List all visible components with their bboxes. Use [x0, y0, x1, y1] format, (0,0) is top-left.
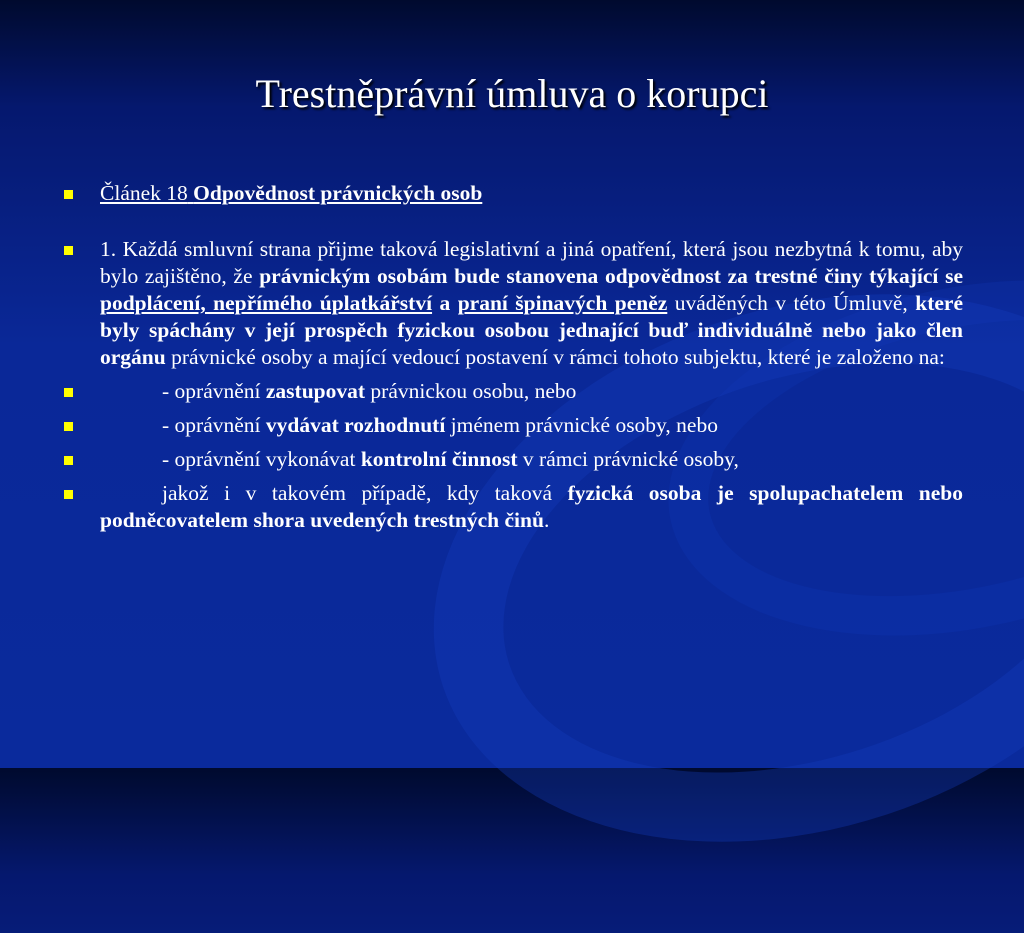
bullet-square-icon — [64, 190, 73, 199]
item-text-end: . — [543, 508, 550, 532]
bullet-square-icon — [64, 422, 73, 431]
item-text: - oprávnění vykonávat — [162, 447, 361, 471]
item-text-end: jménem právnické osoby, nebo — [445, 413, 718, 437]
list-item — [60, 480, 963, 534]
list-item — [60, 412, 963, 439]
item-text-end: právnickou osobu, nebo — [365, 379, 577, 403]
list-item — [60, 446, 963, 473]
paragraph-text-3: právnické osoby a mající vedoucí postavení v rámci tohoto subjektu, které je založeno na: — [165, 345, 945, 369]
paragraph-text-1: 1. Každá smluvní strana přijme taková legislativní a jiná opatření, která jsou nezbytná k tomu, aby bylo zajištěno, že — [100, 237, 963, 288]
item-text-end: v rámci právnické osoby, — [517, 447, 739, 471]
article-heading — [60, 180, 963, 207]
article-heading-text — [100, 181, 482, 205]
bullet-square-icon — [64, 388, 73, 397]
article-name: Odpovědnost právnických osob — [193, 181, 483, 205]
paragraph-underline-1: podplácení, nepřímého úplatkářství — [100, 291, 433, 315]
paragraph-bold-3: které byly spáchány v její prospěch fyzickou osobou jednající buď individuálně nebo jako člen orgánu — [100, 291, 964, 369]
item-bold: vydávat rozhodnutí — [265, 413, 446, 437]
item-text: - oprávnění — [162, 413, 266, 437]
main-paragraph — [60, 236, 963, 371]
item-bold: zastupovat — [265, 379, 366, 403]
bullet-square-icon — [64, 490, 73, 499]
bullet-square-icon — [64, 456, 73, 465]
paragraph-bold-1: právnickým osobám bude stanovena odpovědnost za trestné činy týkající se — [259, 264, 963, 288]
item-bold: fyzická osoba je spolupachatelem nebo podněcovatelem shora uvedených trestných činů — [100, 481, 964, 532]
item-bold: kontrolní činnost — [360, 447, 518, 471]
paragraph-bold-2: a — [432, 291, 458, 315]
paragraph-text-2: uváděných v této Úmluvě, — [667, 291, 916, 315]
slide-content — [60, 180, 963, 541]
slide-title: Trestněprávní úmluva o korupci — [255, 71, 769, 116]
list-item — [60, 378, 963, 405]
paragraph-underline-2: praní špinavých peněz — [457, 291, 668, 315]
item-text: jakož i v takovém případě, kdy taková — [162, 481, 568, 505]
article-number: Článek 18 — [100, 181, 188, 205]
item-text: - oprávnění — [162, 379, 266, 403]
bullet-square-icon — [64, 246, 73, 255]
